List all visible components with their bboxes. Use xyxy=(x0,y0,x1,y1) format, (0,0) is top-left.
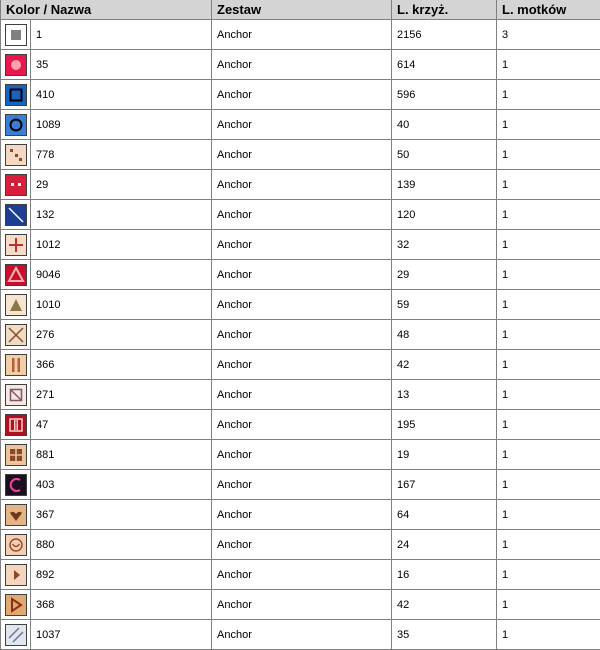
color-name: 1089 xyxy=(31,110,212,140)
color-name: 271 xyxy=(31,380,212,410)
square-icon xyxy=(5,24,27,46)
color-swatch-cell xyxy=(1,230,31,260)
color-swatch-cell xyxy=(1,620,31,650)
set-name: Anchor xyxy=(212,350,392,380)
color-swatch-cell xyxy=(1,590,31,620)
header-set[interactable]: Zestaw xyxy=(212,0,392,20)
table-row[interactable] xyxy=(1,110,600,140)
arrow-right-outline-icon xyxy=(5,594,27,616)
skein-count: 1 xyxy=(497,620,600,650)
skein-count: 1 xyxy=(497,590,600,620)
color-name: 276 xyxy=(31,320,212,350)
color-swatch-cell xyxy=(1,500,31,530)
color-swatch-cell xyxy=(1,440,31,470)
set-name: Anchor xyxy=(212,230,392,260)
skein-count: 1 xyxy=(497,350,600,380)
stitch-count: 13 xyxy=(392,380,497,410)
skein-count: 1 xyxy=(497,140,600,170)
color-swatch-cell xyxy=(1,350,31,380)
table-row[interactable] xyxy=(1,410,600,440)
color-name: 1012 xyxy=(31,230,212,260)
color-name: 9046 xyxy=(31,260,212,290)
color-name: 29 xyxy=(31,170,212,200)
header-color-name[interactable]: Kolor / Nazwa xyxy=(1,0,212,20)
skein-count: 1 xyxy=(497,110,600,140)
skein-count: 1 xyxy=(497,200,600,230)
color-name: 1 xyxy=(31,20,212,50)
stitch-count: 32 xyxy=(392,230,497,260)
color-swatch-cell xyxy=(1,470,31,500)
table-row[interactable] xyxy=(1,590,600,620)
set-name: Anchor xyxy=(212,140,392,170)
stitch-count: 139 xyxy=(392,170,497,200)
color-swatch-cell xyxy=(1,320,31,350)
stitch-count: 35 xyxy=(392,620,497,650)
stitch-count: 50 xyxy=(392,140,497,170)
skein-count: 1 xyxy=(497,380,600,410)
table-row[interactable] xyxy=(1,440,600,470)
stitch-count: 42 xyxy=(392,350,497,380)
set-name: Anchor xyxy=(212,590,392,620)
plus-icon xyxy=(5,234,27,256)
stitch-count: 48 xyxy=(392,320,497,350)
diagonal-line-icon xyxy=(5,204,27,226)
set-name: Anchor xyxy=(212,410,392,440)
stitch-count: 596 xyxy=(392,80,497,110)
stitch-count: 42 xyxy=(392,590,497,620)
color-swatch-cell xyxy=(1,80,31,110)
color-name: 366 xyxy=(31,350,212,380)
table-row[interactable] xyxy=(1,350,600,380)
color-swatch-cell xyxy=(1,410,31,440)
skein-count: 3 xyxy=(497,20,600,50)
color-name: 367 xyxy=(31,500,212,530)
stitch-count: 40 xyxy=(392,110,497,140)
table-row[interactable] xyxy=(1,560,600,590)
stitch-count: 29 xyxy=(392,260,497,290)
set-name: Anchor xyxy=(212,380,392,410)
stitch-count: 16 xyxy=(392,560,497,590)
table-row[interactable] xyxy=(1,50,600,80)
skein-count: 1 xyxy=(497,50,600,80)
small-arrow-right-icon xyxy=(5,564,27,586)
set-name: Anchor xyxy=(212,50,392,80)
color-swatch-cell xyxy=(1,140,31,170)
x-icon xyxy=(5,324,27,346)
table-row[interactable] xyxy=(1,170,600,200)
set-name: Anchor xyxy=(212,320,392,350)
skein-count: 1 xyxy=(497,440,600,470)
color-swatch-cell xyxy=(1,110,31,140)
table-row[interactable] xyxy=(1,260,600,290)
set-name: Anchor xyxy=(212,470,392,500)
set-name: Anchor xyxy=(212,560,392,590)
table-row[interactable] xyxy=(1,500,600,530)
set-name: Anchor xyxy=(212,200,392,230)
color-name: 47 xyxy=(31,410,212,440)
table-row[interactable] xyxy=(1,530,600,560)
stitch-count: 614 xyxy=(392,50,497,80)
stitch-count: 120 xyxy=(392,200,497,230)
set-name: Anchor xyxy=(212,80,392,110)
two-dots-icon xyxy=(5,174,27,196)
filled-circle-icon xyxy=(5,54,27,76)
skein-count: 1 xyxy=(497,260,600,290)
set-name: Anchor xyxy=(212,260,392,290)
color-name: 410 xyxy=(31,80,212,110)
table-row[interactable] xyxy=(1,620,600,650)
color-swatch-cell xyxy=(1,530,31,560)
set-name: Anchor xyxy=(212,110,392,140)
color-name: 1037 xyxy=(31,620,212,650)
table-row[interactable] xyxy=(1,230,600,260)
table-row[interactable] xyxy=(1,140,600,170)
set-name: Anchor xyxy=(212,170,392,200)
table-row[interactable] xyxy=(1,290,600,320)
table-row[interactable] xyxy=(1,470,600,500)
color-swatch-cell xyxy=(1,560,31,590)
color-name: 35 xyxy=(31,50,212,80)
header-skeins[interactable]: L. motków xyxy=(497,0,600,20)
table-row[interactable] xyxy=(1,380,600,410)
circle-outline-icon xyxy=(5,114,27,136)
color-swatch-cell xyxy=(1,50,31,80)
stitch-count: 59 xyxy=(392,290,497,320)
double-bar-icon xyxy=(5,354,27,376)
color-swatch-cell xyxy=(1,380,31,410)
skein-count: 1 xyxy=(497,560,600,590)
filled-triangle-icon xyxy=(5,294,27,316)
stitch-count: 64 xyxy=(392,500,497,530)
set-name: Anchor xyxy=(212,290,392,320)
skein-count: 1 xyxy=(497,530,600,560)
color-name: 778 xyxy=(31,140,212,170)
color-name: 1010 xyxy=(31,290,212,320)
color-name: 132 xyxy=(31,200,212,230)
framed-bars-icon xyxy=(5,414,27,436)
color-swatch-cell xyxy=(1,290,31,320)
set-name: Anchor xyxy=(212,620,392,650)
skein-count: 1 xyxy=(497,500,600,530)
set-name: Anchor xyxy=(212,440,392,470)
color-name: 403 xyxy=(31,470,212,500)
slashed-square-icon xyxy=(5,384,27,406)
skein-count: 1 xyxy=(497,170,600,200)
triangle-outline-icon xyxy=(5,264,27,286)
double-diagonal-icon xyxy=(5,624,27,646)
table-row[interactable] xyxy=(1,20,600,50)
skein-count: 1 xyxy=(497,320,600,350)
skein-count: 1 xyxy=(497,410,600,440)
c-letter-icon xyxy=(5,474,27,496)
smile-icon xyxy=(5,534,27,556)
skein-count: 1 xyxy=(497,80,600,110)
color-swatch-cell xyxy=(1,200,31,230)
color-swatch-cell xyxy=(1,260,31,290)
skein-count: 1 xyxy=(497,230,600,260)
table-row[interactable] xyxy=(1,80,600,110)
set-name: Anchor xyxy=(212,20,392,50)
table-row[interactable] xyxy=(1,320,600,350)
color-swatch-cell xyxy=(1,170,31,200)
skein-count: 1 xyxy=(497,470,600,500)
stitch-count: 195 xyxy=(392,410,497,440)
color-name: 880 xyxy=(31,530,212,560)
grid-square-icon xyxy=(5,444,27,466)
heart-icon xyxy=(5,504,27,526)
color-name: 892 xyxy=(31,560,212,590)
set-name: Anchor xyxy=(212,500,392,530)
dots-diagonal-icon xyxy=(5,144,27,166)
color-swatch-cell xyxy=(1,20,31,50)
stitch-count: 2156 xyxy=(392,20,497,50)
square-outline-icon xyxy=(5,84,27,106)
header-row xyxy=(1,0,600,20)
stitch-count: 167 xyxy=(392,470,497,500)
skein-count: 1 xyxy=(497,290,600,320)
color-name: 368 xyxy=(31,590,212,620)
stitch-count: 19 xyxy=(392,440,497,470)
color-name: 881 xyxy=(31,440,212,470)
table-row[interactable] xyxy=(1,200,600,230)
header-stitches[interactable]: L. krzyż. xyxy=(392,0,497,20)
stitch-count: 24 xyxy=(392,530,497,560)
set-name: Anchor xyxy=(212,530,392,560)
